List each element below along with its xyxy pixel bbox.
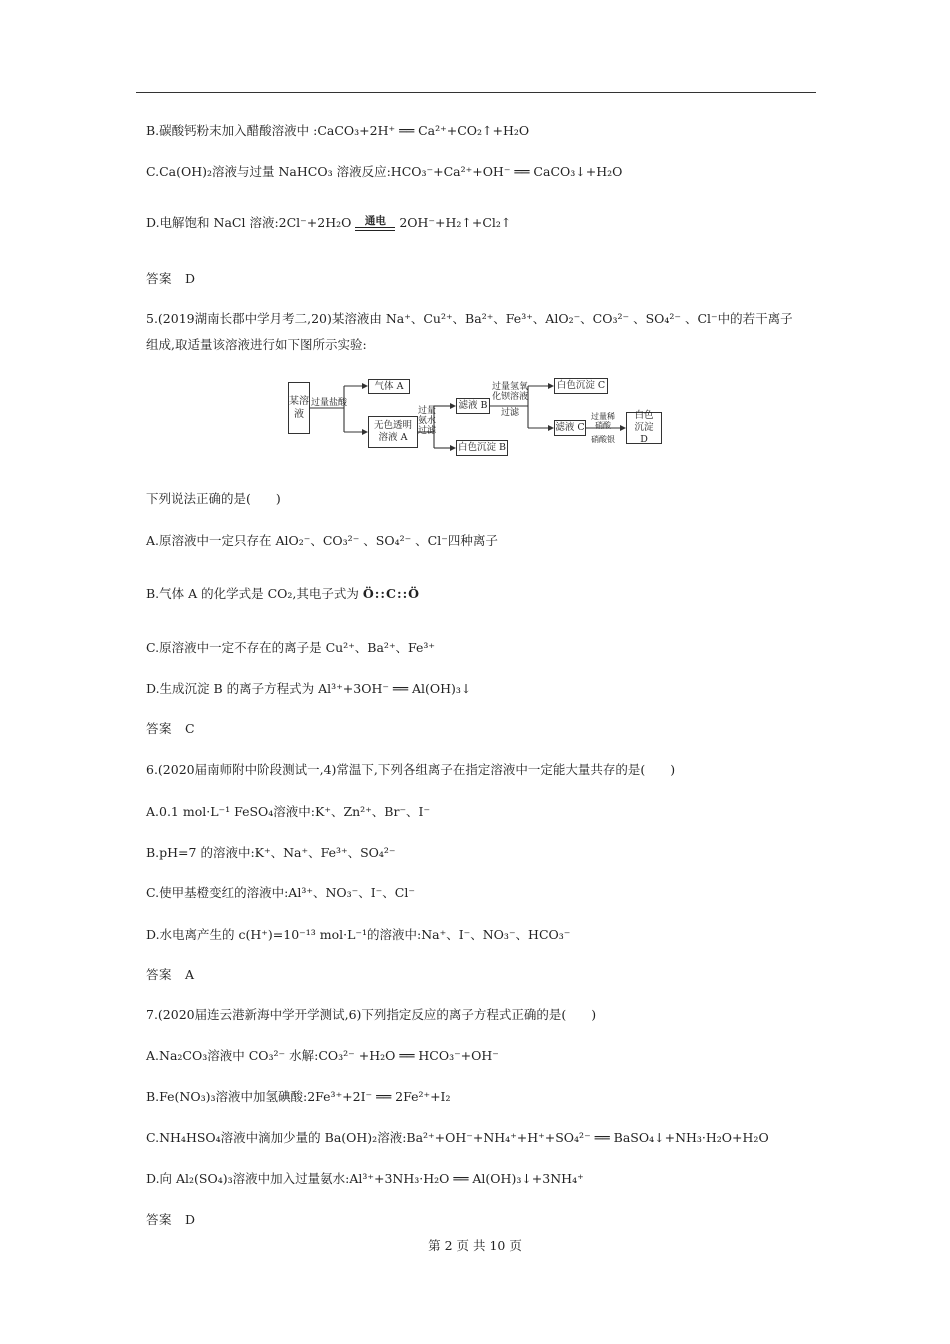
- label-excess-baoh2: [490, 382, 530, 418]
- answer-4: 答案 D: [146, 271, 196, 286]
- label-excess-hcl: 过量盐酸: [311, 398, 348, 408]
- q7-option-b: B.Fe(NO₃)₃溶液中加氢碘酸:2Fe³⁺+2I⁻ ══ 2Fe²⁺+I₂: [146, 1089, 451, 1104]
- q5-stem-line1: 5.(2019湖南长郡中学月考二,20)某溶液由 Na⁺、Cu²⁺、Ba²⁺、Fe³⁺、AlO₂⁻、CO₃²⁻ 、SO₄²⁻ 、Cl⁻中的若干离子: [146, 311, 793, 326]
- page-footer: 第 2 页 共 10 页: [428, 1238, 522, 1253]
- box-filtrate-b: 滤液 B: [456, 398, 490, 414]
- label-step2-b: 氨水: [418, 416, 437, 426]
- q5-prompt: 下列说法正确的是( ): [146, 491, 281, 506]
- label-step4-c: 硝酸银: [591, 435, 615, 444]
- q7-stem: 7.(2020届连云港新海中学开学测试,6)下列指定反应的离子方程式正确的是( ): [146, 1007, 597, 1022]
- co2-electron-formula: Ö::C::Ö: [362, 586, 421, 601]
- option-d-post: 2OH⁻+H₂↑+Cl₂↑: [399, 215, 512, 230]
- q7-option-a: A.Na₂CO₃溶液中 CO₃²⁻ 水解:CO₃²⁻ +H₂O ══ HCO₃⁻+OH⁻: [146, 1048, 499, 1063]
- q7-option-d: D.向 Al₂(SO₄)₃溶液中加入过量氨水:Al³⁺+3NH₃·H₂O ══ Al(OH)₃↓+3NH₄⁺: [146, 1171, 584, 1186]
- q5-option-b-text: B.气体 A 的化学式是 CO₂,其电子式为: [146, 586, 359, 601]
- q7-option-c: C.NH₄HSO₄溶液中滴加少量的 Ba(OH)₂溶液:Ba²⁺+OH⁻+NH₄⁺+H⁺+SO₄²⁻ ══ BaSO₄↓+NH₃·H₂O+H₂O: [146, 1130, 769, 1145]
- label-step3-b: 化钡溶液: [491, 392, 528, 402]
- header-rule: [136, 92, 816, 93]
- q6-stem: 6.(2020届南师附中阶段测试一,4)常温下,下列各组离子在指定溶液中一定能大量共存的是( ): [146, 762, 676, 777]
- box-precipitate-d: 白色沉淀 D: [626, 412, 662, 444]
- box-gas-a: 气体 A: [368, 379, 410, 394]
- answer-5: 答案 C: [146, 721, 196, 736]
- box-precipitate-c: 白色沉淀 C: [554, 378, 608, 394]
- q6-option-a: A.0.1 mol·L⁻¹ FeSO₄溶液中:K⁺、Zn²⁺、Br⁻、I⁻: [146, 804, 431, 819]
- answer-6: 答案 A: [146, 967, 195, 982]
- q5-option-a: A.原溶液中一定只存在 AlO₂⁻、CO₃²⁻ 、SO₄²⁻ 、Cl⁻四种离子: [146, 533, 498, 548]
- q6-option-c: C.使甲基橙变红的溶液中:Al³⁺、NO₃⁻、I⁻、Cl⁻: [146, 885, 415, 900]
- q6-option-d: D.水电离产生的 c(H⁺)=10⁻¹³ mol·L⁻¹的溶液中:Na⁺、I⁻、NO₃⁻、HCO₃⁻: [146, 927, 571, 942]
- electrolysis-arrow: [355, 216, 395, 231]
- box-solution-a: 无色透明溶液 A: [368, 416, 418, 448]
- box-filtrate-c: 滤液 C: [554, 420, 586, 436]
- q6-option-b: B.pH=7 的溶液中:K⁺、Na⁺、Fe³⁺、SO₄²⁻: [146, 845, 396, 860]
- q5-option-d: D.生成沉淀 B 的离子方程式为 Al³⁺+3OH⁻ ══ Al(OH)₃↓: [146, 681, 472, 696]
- label-step3-a: 过量氢氧: [491, 382, 528, 392]
- label-step2-c: 过滤: [418, 426, 437, 436]
- option-c-top: C.Ca(OH)₂溶液与过量 NaHCO₃ 溶液反应:HCO₃⁻+Ca²⁺+OH⁻ ══ CaCO₃↓+H₂O: [146, 164, 623, 179]
- q5-option-c: C.原溶液中一定不存在的离子是 Cu²⁺、Ba²⁺、Fe³⁺: [146, 640, 436, 655]
- label-step4-a: 过量稀: [591, 412, 615, 421]
- q5-stem-line2: 组成,取适量该溶液进行如下图所示实验:: [146, 337, 367, 352]
- option-d-pre: D.电解饱和 NaCl 溶液:2Cl⁻+2H₂O: [146, 215, 352, 230]
- option-d-top: [146, 215, 511, 231]
- box-original-solution: 某溶液: [288, 382, 310, 434]
- box-precipitate-b: 白色沉淀 B: [456, 440, 508, 456]
- experiment-flowchart: [284, 376, 668, 460]
- option-b-top: B.碳酸钙粉末加入醋酸溶液中 :CaCO₃+2H⁺ ══ Ca²⁺+CO₂↑+H₂O: [146, 123, 530, 138]
- label-nitric-silver: [586, 412, 620, 444]
- condition-label: 通电: [364, 215, 386, 227]
- label-step4-b: 硝酸: [595, 421, 611, 430]
- label-step2-a: 过量: [418, 406, 437, 416]
- answer-7: 答案 D: [146, 1212, 196, 1227]
- label-excess-ammonia: [418, 406, 436, 436]
- label-step3-c: 过滤: [500, 408, 519, 418]
- q5-option-b: [146, 586, 420, 602]
